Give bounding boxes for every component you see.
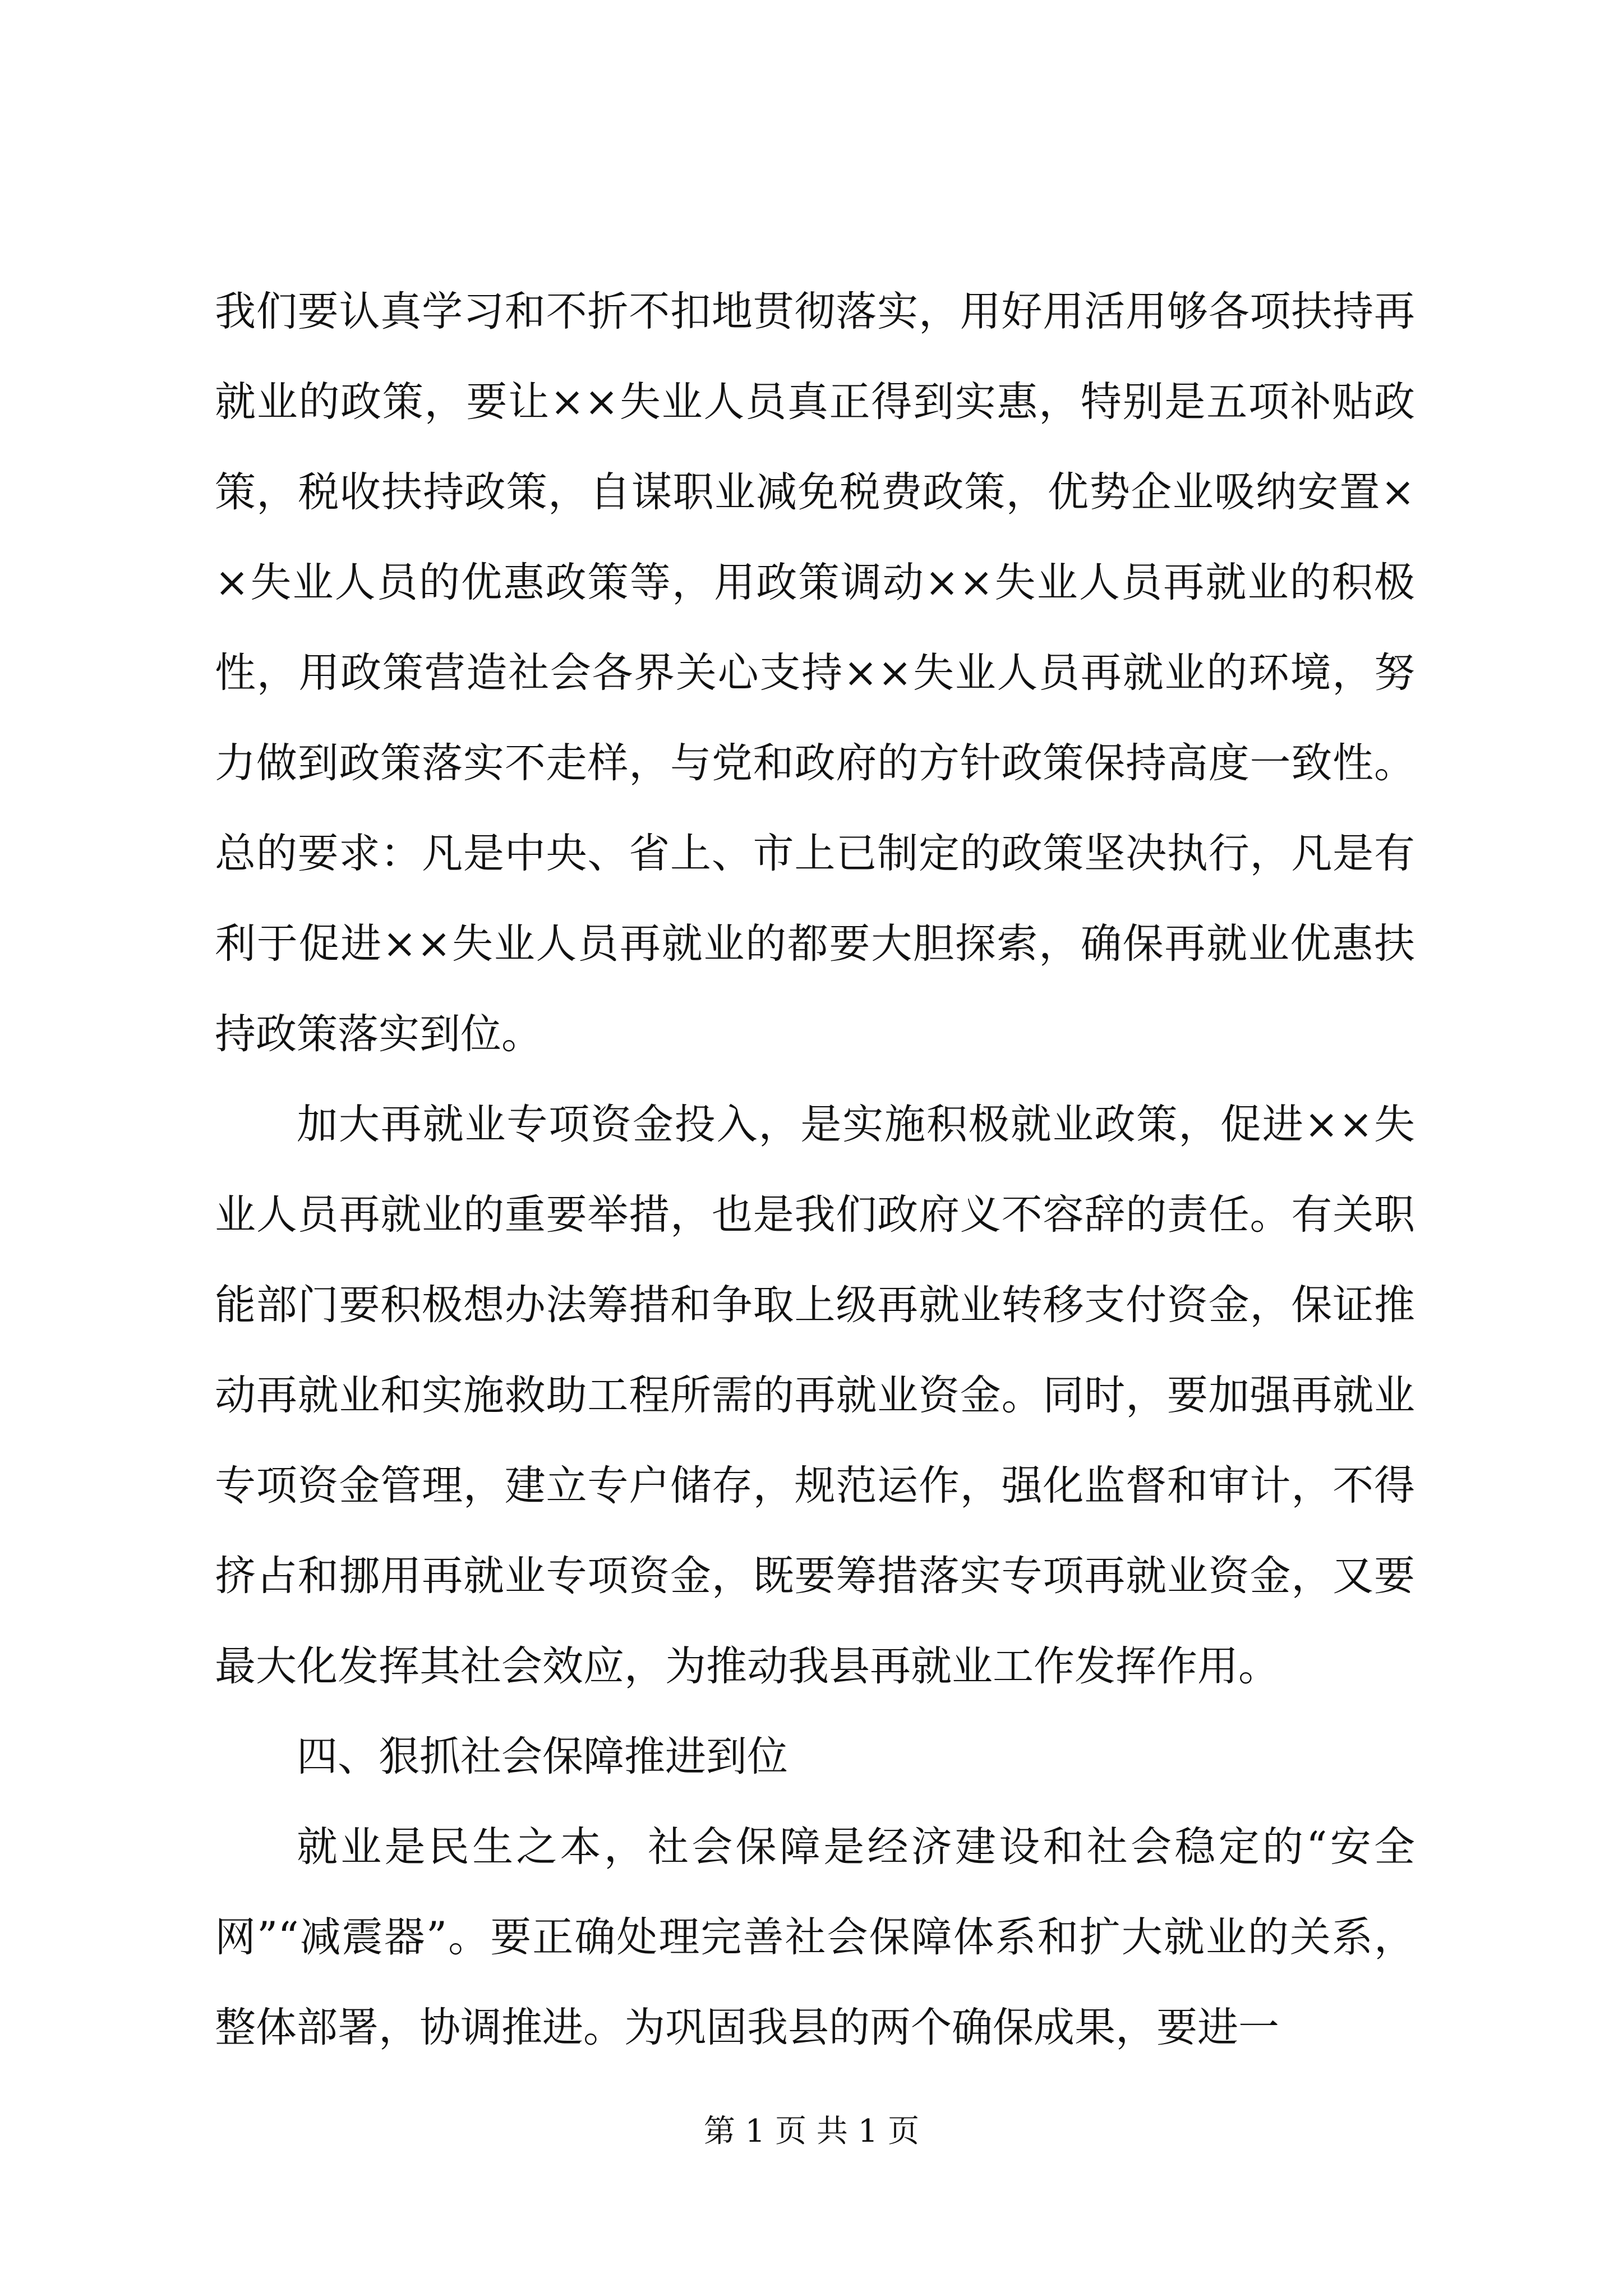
paragraph-social-security: 就业是民生之本，社会保障是经济建设和社会稳定的“安全网”“减震器”。要正确处理完善社会保障体系和扩大就业的关系，整体部署，协调推进。为巩固我县的两个确保成果，要进一 bbox=[215, 1823, 1415, 2051]
section-heading-social-security: 四、狠抓社会保障推进到位 bbox=[297, 1733, 788, 1780]
paragraph-policy-implementation: 我们要认真学习和不折不扣地贯彻落实，用好用活用够各项扶持再就业的政策，要让××失业人员真正得到实惠，特别是五项补贴政策，税收扶持政策，自谋职业减免税费政策，优势企业吸纳安置××失业人员的优惠政策等，用政策调动××失业人员再就业的积极性，用政策营造社会各界关心支持××失业人员再就业的环境，努力做到政策落实不走样，与党和政府的方针政策保持高度一致性。总的要求：凡是中央、省上、市上已制定的政策坚决执行，凡是有利于促进××失业人员再就业的都要大胆探索，确保再就业优惠扶持政策落实到位。 bbox=[215, 288, 1415, 1058]
paragraph-reemployment-funds: 加大再就业专项资金投入，是实施积极就业政策，促进××失业人员再就业的重要举措，也是我们政府义不容辞的责任。有关职能部门要积极想办法筹措和争取上级再就业转移支付资金，保证推动再就业和实施救助工程所需的再就业资金。同时，要加强再就业专项资金管理，建立专户储存，规范运作，强化监督和审计，不得挤占和挪用再就业专项资金，既要筹措落实专项再就业资金，又要最大化发挥其社会效应，为推动我县再就业工作发挥作用。 bbox=[215, 1101, 1415, 1690]
document-body bbox=[215, 266, 1415, 2073]
page-number-footer: 第 1 页 共 1 页 bbox=[703, 2113, 920, 2150]
